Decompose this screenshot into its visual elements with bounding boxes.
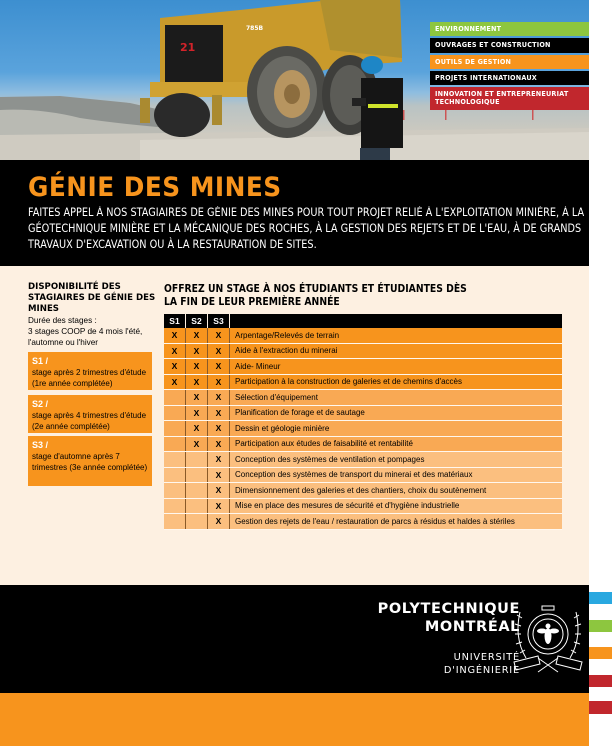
- footer-orange-strip: [0, 693, 589, 746]
- tagline-line1: UNIVERSITÉ: [453, 652, 520, 663]
- cell-s1: [164, 405, 186, 421]
- stage-label: S1 /: [32, 356, 49, 366]
- cell-task: Participation aux études de faisabilité et rentabilité: [230, 436, 563, 452]
- tag-outils-gestion: OUTILS DE GESTION: [430, 55, 589, 69]
- cell-s2: X: [186, 436, 208, 452]
- column-header-s2: S2: [186, 314, 208, 328]
- table-row: [164, 436, 562, 452]
- cell-s3: X: [208, 343, 230, 359]
- cell-s2: X: [186, 374, 208, 390]
- table-row: [164, 359, 562, 375]
- cell-s1: X: [164, 359, 186, 375]
- table-row: [164, 405, 562, 421]
- cell-s3: X: [208, 374, 230, 390]
- cell-s1: [164, 514, 186, 530]
- cell-s1: [164, 483, 186, 499]
- cell-s3: X: [208, 498, 230, 514]
- table-row: [164, 421, 562, 437]
- tag-innovation-entrepreneuriat: INNOVATION ET ENTREPRENEURIAT TECHNOLOGIQUE: [430, 87, 589, 110]
- cell-task: Arpentage/Relevés de terrain: [230, 328, 563, 343]
- table-row: [164, 328, 562, 343]
- stripe-orange: [589, 647, 612, 659]
- tagline-line2: D'INGÉNIERIE: [443, 665, 520, 676]
- stripe-blue: [589, 592, 612, 604]
- tag-environnement: ENVIRONNEMENT: [430, 22, 589, 36]
- cell-s1: [164, 467, 186, 483]
- column-header-s3: S3: [208, 314, 230, 328]
- cell-s2: [186, 514, 208, 530]
- stage-box-s3: [28, 436, 152, 486]
- duration-text: 3 stages COOP de 4 mois l'été, l'automne ou l'hiver: [28, 327, 143, 347]
- table-row: [164, 343, 562, 359]
- svg-text:21: 21: [180, 41, 196, 54]
- cell-s3: X: [208, 405, 230, 421]
- page-title: GÉNIE DES MINES: [28, 172, 282, 203]
- hero-photo: [0, 0, 589, 160]
- internship-tasks-table: [164, 314, 562, 530]
- cell-task: Dessin et géologie minière: [230, 421, 563, 437]
- availability-section: [28, 282, 156, 348]
- stage-text: stage après 4 trimestres d'étude (2e année complétée): [32, 411, 147, 431]
- table-header-row: [164, 314, 562, 328]
- table-row: [164, 374, 562, 390]
- stage-box-s2: [28, 395, 152, 433]
- cell-s1: [164, 452, 186, 468]
- table-row: [164, 514, 562, 530]
- column-header-s1: S1: [164, 314, 186, 328]
- duration-label: Durée des stages :: [28, 316, 97, 325]
- cell-s1: [164, 390, 186, 406]
- intro-text: FAITES APPEL À NOS STAGIAIRES DE GÉNIE DES MINES POUR TOUT PROJET RELIÉ À L'EXPLOITATION MINIÈRE, À LA GÉOTECHNIQUE MINIÈRE ET LA MÉCANIQUE DES ROCHES, À LA GESTION DES REJETS ET DE L'EAU, À DE GRANDS TRAVAUX D'EXCAVATION OU À LA RESTAURATION DE SITES.: [28, 206, 585, 251]
- cell-task: Conception des systèmes de transport du minerai et des matériaux: [230, 467, 563, 483]
- university-name-line2: MONTRÉAL: [424, 619, 520, 635]
- cell-task: Mise en place des mesures de sécurité et d'hygiène industrielle: [230, 498, 563, 514]
- cell-s3: X: [208, 452, 230, 468]
- cell-s3: X: [208, 421, 230, 437]
- stage-label: S3 /: [32, 440, 49, 450]
- cell-s3: X: [208, 483, 230, 499]
- cell-s3: X: [208, 359, 230, 375]
- cell-s2: X: [186, 390, 208, 406]
- table-row: [164, 390, 562, 406]
- column-header-task: [230, 314, 563, 328]
- cell-s1: [164, 498, 186, 514]
- tag-ouvrages-construction: OUVRAGES ET CONSTRUCTION: [430, 38, 589, 52]
- cell-s1: X: [164, 343, 186, 359]
- cell-task: Aide- Mineur: [230, 359, 563, 375]
- table-row: [164, 452, 562, 468]
- stripe-red: [589, 675, 612, 687]
- cell-s1: X: [164, 328, 186, 343]
- cell-s2: [186, 452, 208, 468]
- university-name-line1: POLYTECHNIQUE: [377, 601, 520, 617]
- cell-task: Aide à l'extraction du minerai: [230, 343, 563, 359]
- cell-s3: X: [208, 514, 230, 530]
- cell-s3: X: [208, 467, 230, 483]
- cell-s2: X: [186, 328, 208, 343]
- cell-s2: [186, 467, 208, 483]
- cell-task: Participation à la construction de galeries et de chemins d'accès: [230, 374, 563, 390]
- table-row: [164, 467, 562, 483]
- availability-title: DISPONIBILITÉ DES STAGIAIRES DE GÉNIE DES MINES: [28, 282, 156, 314]
- cell-task: Conception des systèmes de ventilation et pompages: [230, 452, 563, 468]
- cell-s2: X: [186, 359, 208, 375]
- cell-s1: X: [164, 374, 186, 390]
- stage-text: stage d'automne après 7 trimestres (3e année complétée): [32, 452, 148, 472]
- table-row: [164, 498, 562, 514]
- stage-box-s1: [28, 352, 152, 390]
- stripe-green: [589, 620, 612, 632]
- tag-projets-internationaux: PROJETS INTERNATIONAUX: [430, 71, 589, 85]
- stage-label: S2 /: [32, 399, 49, 409]
- cell-s1: [164, 436, 186, 452]
- cell-s3: X: [208, 436, 230, 452]
- cell-s3: X: [208, 390, 230, 406]
- cell-s2: [186, 483, 208, 499]
- cell-task: Sélection d'équipement: [230, 390, 563, 406]
- cell-task: Gestion des rejets de l'eau / restauration de parcs à résidus et haldes à stériles: [230, 514, 563, 530]
- cell-s2: X: [186, 405, 208, 421]
- cell-s3: X: [208, 328, 230, 343]
- cell-s1: [164, 421, 186, 437]
- cell-s2: X: [186, 343, 208, 359]
- svg-text:785B: 785B: [246, 25, 264, 32]
- cell-s2: [186, 498, 208, 514]
- category-tags: [430, 22, 589, 112]
- stripe-red-2: [589, 701, 612, 714]
- cell-task: Planification de forage et de sautage: [230, 405, 563, 421]
- offer-title: OFFREZ UN STAGE À NOS ÉTUDIANTS ET ÉTUDIANTES DÈS LA FIN DE LEUR PREMIÈRE ANNÉE: [164, 283, 467, 308]
- university-name: [378, 600, 520, 636]
- cell-s2: X: [186, 421, 208, 437]
- stage-text: stage après 2 trimestres d'étude (1re année complétée): [32, 368, 147, 388]
- polytechnique-seal-logo: [508, 598, 588, 680]
- table-row: [164, 483, 562, 499]
- cell-task: Dimensionnement des galeries et des chantiers, choix du soutènement: [230, 483, 563, 499]
